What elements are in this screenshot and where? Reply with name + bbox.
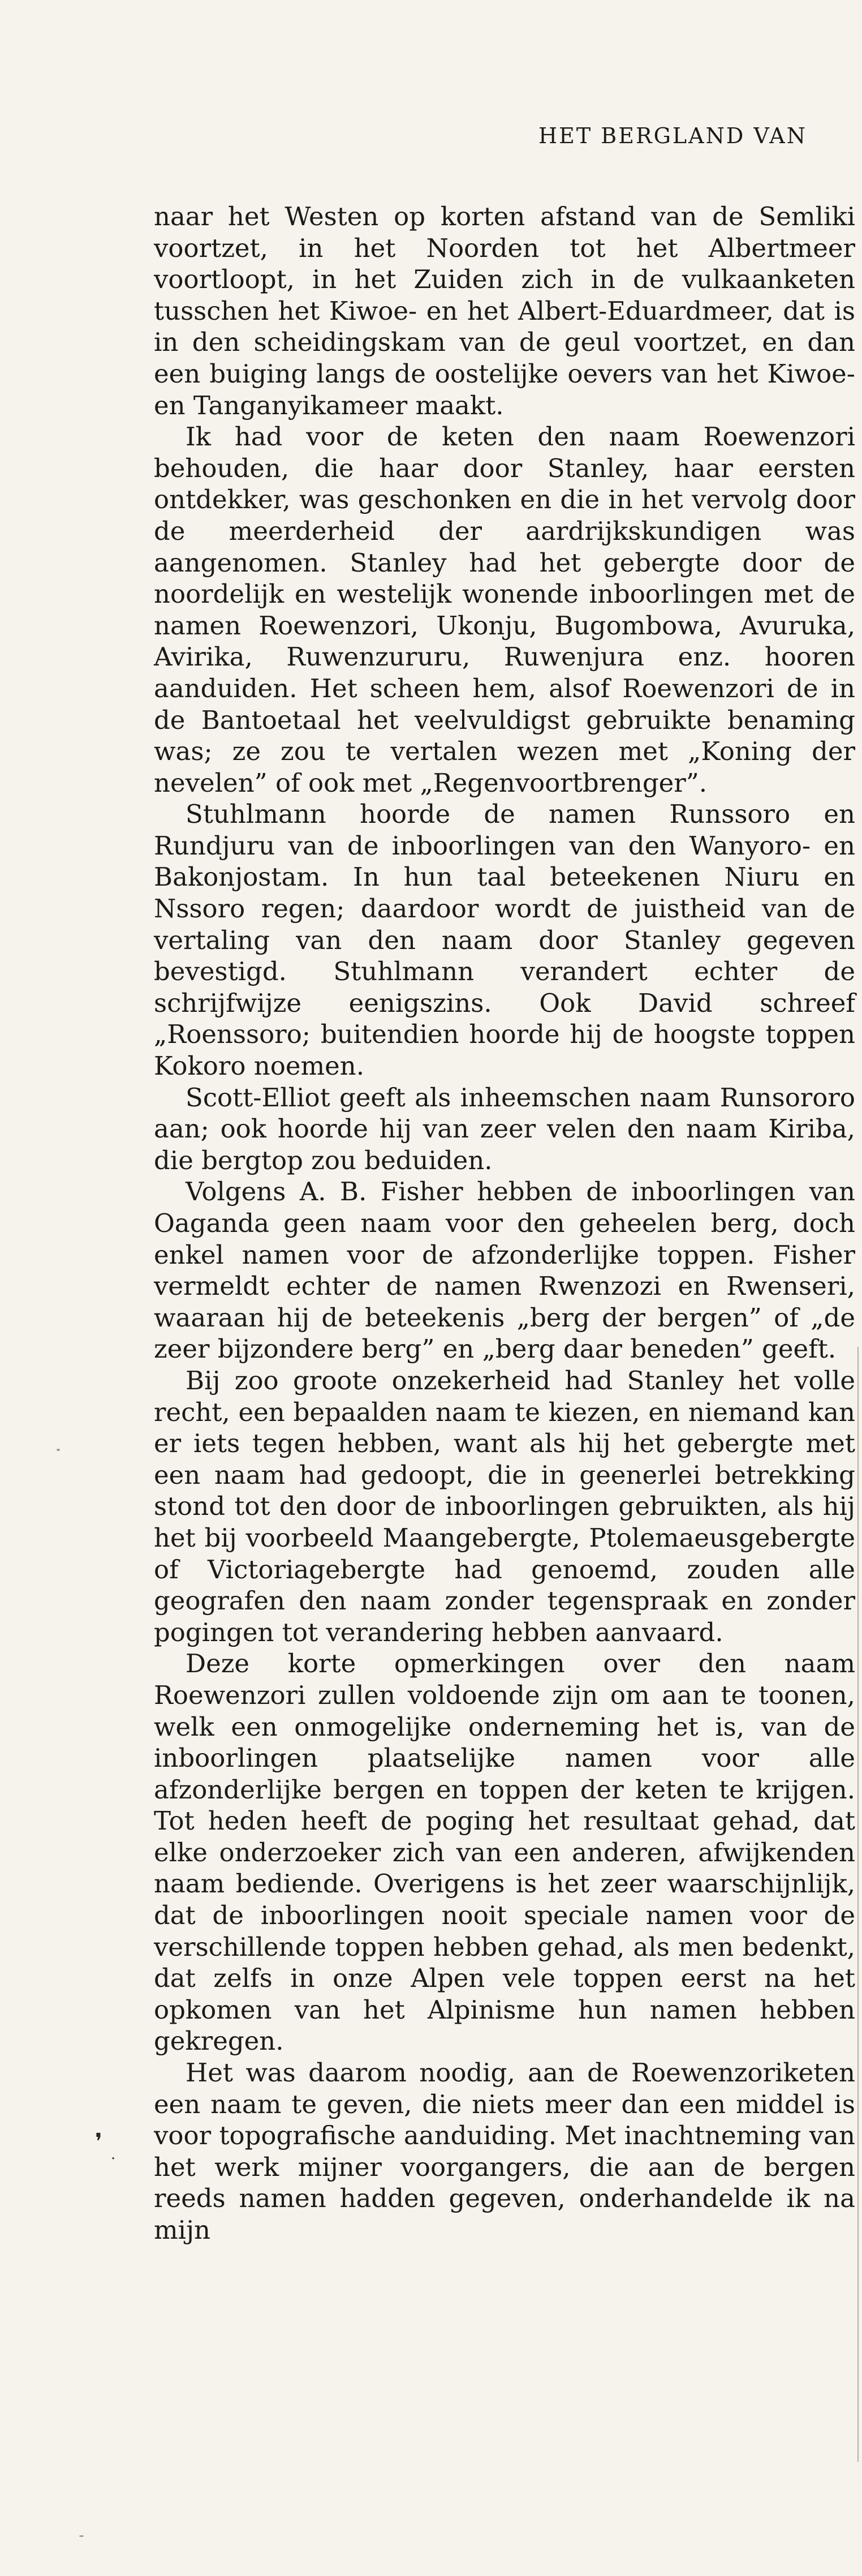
paper-speck: [57, 1449, 60, 1451]
ink-dot: ·: [111, 2150, 116, 2167]
paragraph-2: Ik had voor de keten den naam Roewenzori behouden, die haar door Stanley, haar eersten ontdekker, was geschonken en die in het vervolg door de meerderheid der aardrijkskundigen was aangenomen. Stanley had het gebergte door de noordelijk en westelijk wonende inboorlingen met de namen Roewenzori, Ukonju, Bugombowa, Avuruka, Avirika, Ruwenzururu, Ruwenjura enz. hooren aanduiden. Het scheen hem, alsof Roewenzori de in de Bantoetaal het veelvuldigst gebruikte benaming was; ze zou te vertalen wezen met „Koning der nevelen” of ook met „Regenvoortbrenger”.: [154, 422, 855, 798]
body-text: [154, 201, 855, 2246]
paragraph-7: Deze korte opmerkingen over den naam Roewenzori zullen voldoende zijn om aan te toonen, welk een onmogelijke onderneming het is, van de inboorlingen plaatselijke namen voor alle afzonderlijke bergen en toppen der keten te krijgen. Tot heden heeft de poging het resultaat gehad, dat elke onderzoeker zich van een anderen, afwijkenden naam bediende. Overigens is het zeer waarschijnlijk, dat de inboorlingen nooit speciale namen voor de verschillende toppen hebben gehad, als men bedenkt, dat zelfs in onze Alpen vele toppen eerst na het opkomen van het Alpinisme hun namen hebben gekregen.: [154, 1648, 855, 2056]
paragraph-3: Stuhlmann hoorde de namen Runssoro en Rundjuru van de inboorlingen van den Wanyoro- en Bakonjostam. In hun taal beteekenen Niuru en Nssoro regen; daardoor wordt de juistheid van de vertaling van den naam door Stanley gegeven bevestigd. Stuhlmann verandert echter de schrijfwijze eenigszins. Ook David schreef „Roenssoro; buitendien hoorde hij de hoogste toppen Kokoro noemen.: [154, 799, 855, 1081]
paragraph-1: naar het Westen op korten afstand van de Semliki voortzet, in het Noorden tot het Albertmeer voortloopt, in het Zuiden zich in de vulkaanketen tusschen het Kiwoe- en het Albert-Eduardmeer, dat is in den scheidingskam van de geul voortzet, en dan een buiging langs de oostelijke oevers van het Kiwoe- en Tanganyikameer maakt.: [154, 201, 855, 420]
paragraph-4: Scott-Elliot geeft als inheemschen naam Runsororo aan; ook hoorde hij van zeer velen den naam Kiriba, die bergtop zou beduiden.: [154, 1082, 855, 1175]
paper-speck: [79, 2535, 84, 2537]
paragraph-8: Het was daarom noodig, aan de Roewenzoriketen een naam te geven, die niets meer dan een middel is voor topografische aanduiding. Met inachtneming van het werk mijner voorgangers, die aan de bergen reeds namen hadden gegeven, onderhandelde ik na mijn: [154, 2058, 855, 2245]
paragraph-5: Volgens A. B. Fisher hebben de inboorlingen van Oaganda geen naam voor den geheelen berg, doch enkel namen voor de afzonderlijke toppen. Fisher vermeldt echter de namen Rwenzozi en Rwenseri, waaraan hij de beteekenis „berg der bergen” of „de zeer bijzondere berg” en „berg daar beneden” geeft.: [154, 1177, 855, 1364]
paragraph-6: Bij zoo groote onzekerheid had Stanley het volle recht, een bepaalden naam te kiezen, en niemand kan er iets tegen hebben, want als hij het gebergte met een naam had gedoopt, die in geenerlei betrekking stond tot den door de inboorlingen gebruikten, als hij het bij voorbeeld Maangebergte, Ptolemaeusgebergte of Victoriagebergte had genoemd, zouden alle geografen den naam zonder tegenspraak en zonder pogingen tot verandering hebben aanvaard.: [154, 1365, 855, 1647]
ink-mark: ❜: [95, 2129, 102, 2155]
running-head: HET BERGLAND VAN: [538, 123, 807, 148]
page-edge-line: [857, 1347, 859, 2462]
